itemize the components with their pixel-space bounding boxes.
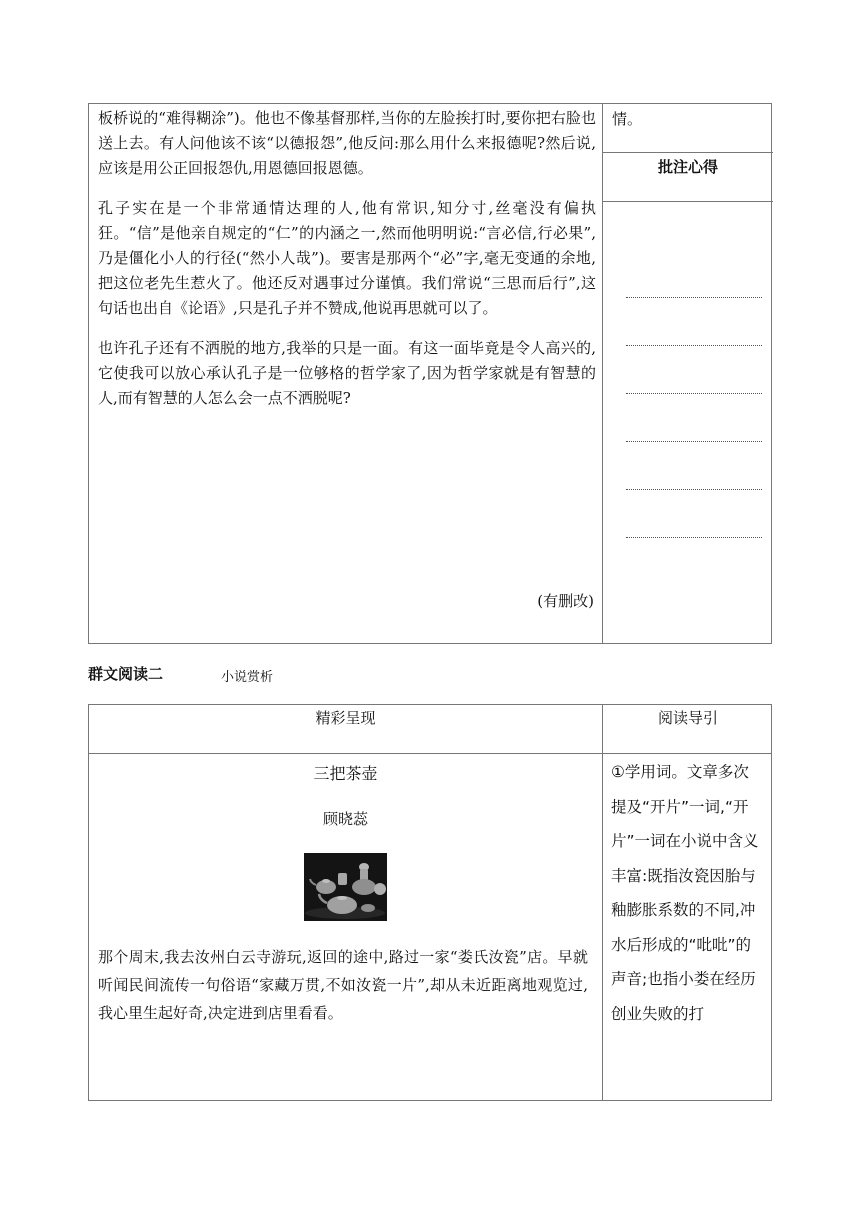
row-divider xyxy=(603,201,773,202)
note-line[interactable] xyxy=(626,537,762,538)
annotation-text: 情。 xyxy=(612,110,643,128)
essay-text xyxy=(98,106,596,426)
header-right: 阅读导引 xyxy=(657,709,718,727)
source-note: (有删改) xyxy=(537,592,594,610)
section-heading xyxy=(88,663,274,685)
note-line[interactable] xyxy=(626,345,762,346)
note-line[interactable] xyxy=(626,393,762,394)
notes-header: 批注心得 xyxy=(657,158,718,176)
story-body: 那个周末,我去汝州白云寺游玩,返回的途中,路过一家“娄氏汝瓷”店。早就听闻民间流传一句俗语“家藏万贯,不如汝瓷一片”,却从未近距离地观览过,我心里生起好奇,决定进到店里看看。 xyxy=(98,948,588,1022)
teapot-photo xyxy=(304,853,387,921)
header-divider xyxy=(89,753,771,754)
note-line[interactable] xyxy=(626,489,762,490)
paragraph: 孔子实在是一个非常通情达理的人,他有常识,知分寸,丝毫没有偏执狂。“信”是他亲自规定的“仁”的内涵之一,然而他明明说:“言必信,行必果”,乃是僵化小人的行径(“然小人哉”)。要害是那两个“必”字,毫无变通的余地,把这位老先生惹火了。他还反对遇事过分谨慎。我们常说“三思而后行”,这句话也出自《论语》,只是孔子并不赞成,他说再思就可以了。 xyxy=(98,199,596,317)
annotation-cell xyxy=(603,104,773,152)
reading-table-bottom xyxy=(88,704,772,1101)
column-divider xyxy=(602,705,603,1100)
section-subtitle: 小说赏析 xyxy=(221,670,274,685)
reading-guide: ①学用词。文章多次提及“开片”一词,“开片”一词在小说中含义丰富:既指汝瓷因胎与釉膨胀系数的不同,冲水后形成的“吡吡”的声音;也指小娄在经历创业失败的打 xyxy=(611,763,759,1023)
story-title: 三把茶壶 xyxy=(313,764,378,783)
section-title: 群文阅读二 xyxy=(88,665,164,683)
story-author: 顾晓蕊 xyxy=(322,810,368,828)
note-line[interactable] xyxy=(626,297,762,298)
reading-table-top xyxy=(88,103,772,644)
header-left: 精彩呈现 xyxy=(315,709,376,727)
paragraph: 板桥说的“难得糊涂”)。他也不像基督那样,当你的左脸挨打时,要你把右脸也送上去。有人问他该不该“以德报怨”,他反问:那么用什么来报德呢?然后说,应该是用公正回报怨仇,用恩德回报恩德。 xyxy=(98,109,596,177)
note-line[interactable] xyxy=(626,441,762,442)
paragraph: 也许孔子还有不洒脱的地方,我举的只是一面。有这一面毕竟是令人高兴的,它使我可以放心承认孔子是一位够格的哲学家了,因为哲学家就是有智慧的人,而有智慧的人怎么会一点不洒脱呢? xyxy=(98,339,596,407)
